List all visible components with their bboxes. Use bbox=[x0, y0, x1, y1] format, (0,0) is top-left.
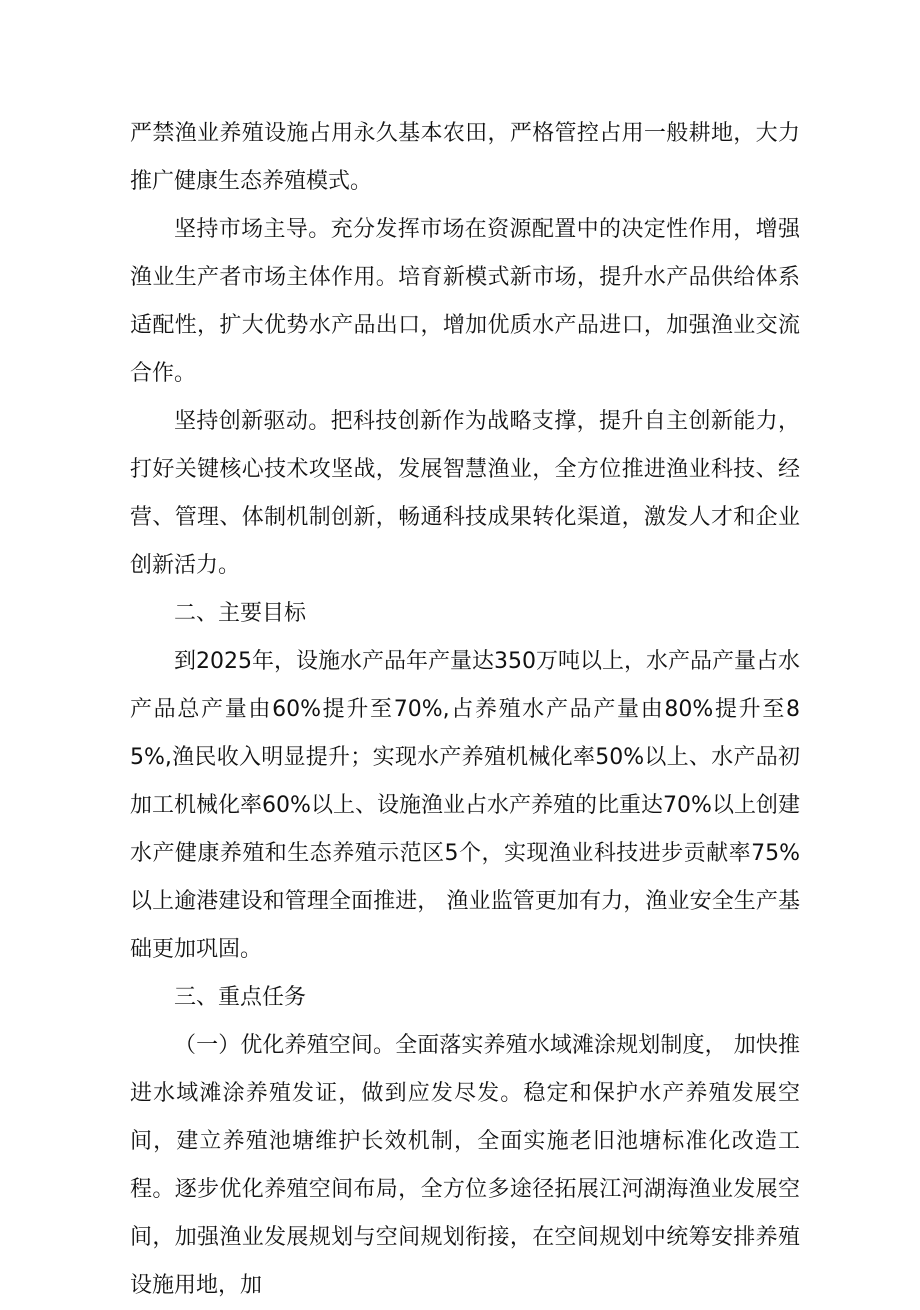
paragraph-optimize-space: （一）优化养殖空间。全面落实养殖水域滩涂规划制度， 加快推进水域滩涂养殖发证，做到应发尽发。稳定和保护水产养殖发展空间，建立养殖池塘维护长效机制，全面实施老旧池塘标准化改造工程。逐步优化养殖空间布局，全方位多途径拓展江河湖海渔业发展空间，加强渔业发展规划与空间规划衔接，在空间规划中统筹安排养殖设施用地，加 bbox=[130, 1033, 800, 1298]
paragraph-goals: 到2025年，设施水产品年产量达350万吨以上，水产品产量占水产品总产量由60%提升至70%,占养殖水产品产量由80%提升至85%,渔民收入明显提升；实现水产养殖机械化率50%以上、水产品初加工机械化率60%以上、设施渔业占水产养殖的比重达70%以上创建水产健康养殖和生态养殖示范区5个，实现渔业科技进步贡献率75%以上逾港建设和管理全面推进， 渔业监管更加有力，渔业安全生产基础更加巩固。 bbox=[130, 649, 800, 962]
document-body bbox=[130, 110, 800, 1310]
section-heading-key-tasks: 三、重点任务 bbox=[174, 985, 307, 1010]
paragraph-market-principle: 坚持市场主导。充分发挥市场在资源配置中的决定性作用，增强渔业生产者市场主体作用。培育新模式新市场，提升水产品供给体系适配性，扩大优势水产品出口，增加优质水产品进口，加强渔业交流合作。 bbox=[130, 217, 800, 386]
section-heading-main-goals: 二、主要目标 bbox=[174, 601, 307, 626]
paragraph-innovation-principle: 坚持创新驱动。把科技创新作为战略支撑，提升自主创新能力，打好关键核心技术攻坚战，发展智慧渔业，全方位推进渔业科技、经营、管理、体制机制创新，畅通科技成果转化渠道，激发人才和企业创新活力。 bbox=[130, 409, 800, 578]
paragraph-continuation: 严禁渔业养殖设施占用永久基本农田，严格管控占用一般耕地，大力推广健康生态养殖模式。 bbox=[130, 121, 800, 194]
